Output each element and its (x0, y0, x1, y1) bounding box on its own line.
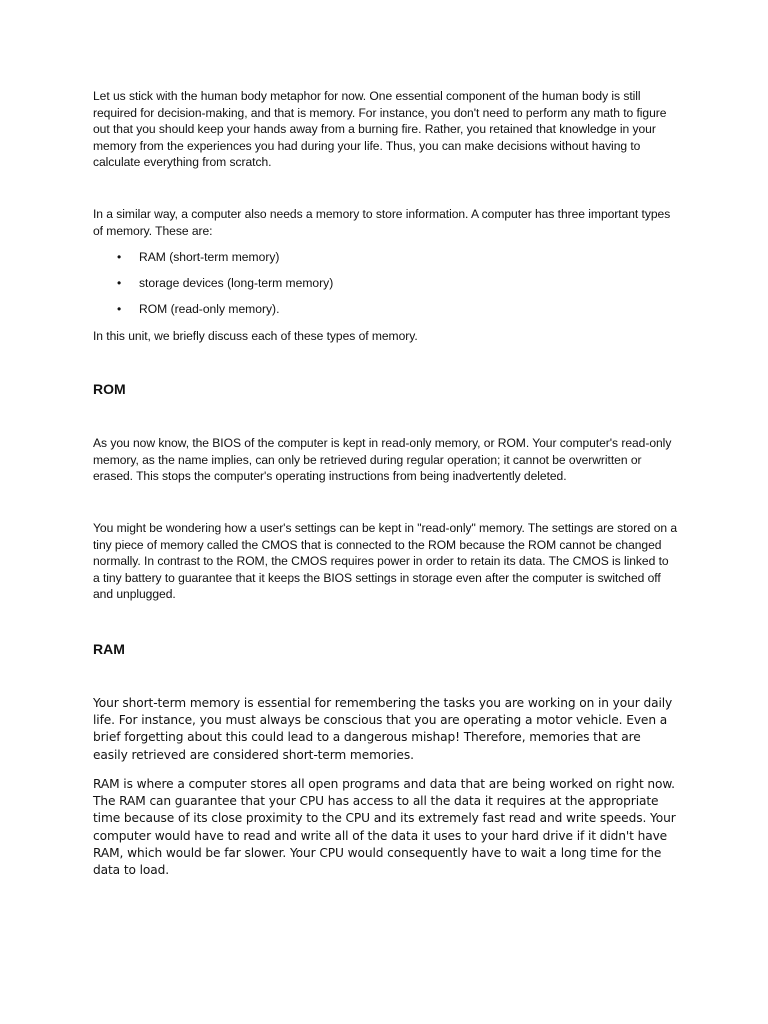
bullet-icon: • (117, 302, 122, 316)
rom-heading: ROM (93, 381, 126, 397)
bullet-icon: • (117, 250, 122, 264)
intro-paragraph-1: Let us stick with the human body metaphor for now. One essential component of the human body is still required for decision-making, and that is memory. For instance, you don't need to perform any math to figure out that you should keep your hands away from a burning fire. Rather, you retained that knowledge in your memory from the experiences you had during your life. Thus, you can make decisions without having to calculate everything from scratch. (93, 89, 667, 170)
ram-paragraph-1: Your short-term memory is essential for remembering the tasks you are working on in your daily life. For instance, you must always be conscious that you are operating a motor vehicle. Even a brief forgetting about this could lead to a dangerous mishap! Therefore, memories that are easily retrieved are considered short-term memories. (93, 696, 673, 762)
rom-paragraph-1: As you now know, the BIOS of the computer is kept in read-only memory, or ROM. Your computer's read-only memory, as the name implies, can only be retrieved during regular operation; it cannot be overwritten or erased. This stops the computer's operating instructions from being inadvertently deleted. (93, 436, 672, 484)
list-item (93, 249, 653, 275)
list-item (93, 301, 653, 327)
list-item-text: ROM (read-only memory). (139, 302, 280, 316)
list-item-text: RAM (short-term memory) (139, 250, 280, 264)
list-item-text: storage devices (long-term memory) (139, 276, 334, 290)
intro-paragraph-2: In a similar way, a computer also needs a memory to store information. A computer has three important types of memory. These are: (93, 207, 671, 238)
ram-heading: RAM (93, 641, 125, 657)
rom-paragraph-2: You might be wondering how a user's settings can be kept in "read-only" memory. The settings are stored on a tiny piece of memory called the CMOS that is connected to the ROM because the ROM cannot be changed normally. In contrast to the ROM, the CMOS requires power in order to retain its data. The CMOS is linked to a tiny battery to guarantee that it keeps the BIOS settings in storage even after the computer is switched off and unplugged. (93, 521, 678, 602)
list-item (93, 275, 653, 301)
bullet-icon: • (117, 276, 122, 290)
ram-paragraph-2: RAM is where a computer stores all open programs and data that are being worked on right now. The RAM can guarantee that your CPU has access to all the data it requires at the appropriate time because of its close proximity to the CPU and its extremely fast read and write speeds. Your computer would have to read and write all of the data it uses to your hard drive if it didn't have RAM, which would be far slower. Your CPU would consequently have to wait a long time for the data to load. (93, 777, 676, 878)
intro-paragraph-3: In this unit, we briefly discuss each of these types of memory. (93, 329, 418, 343)
memory-types-list (93, 249, 653, 327)
